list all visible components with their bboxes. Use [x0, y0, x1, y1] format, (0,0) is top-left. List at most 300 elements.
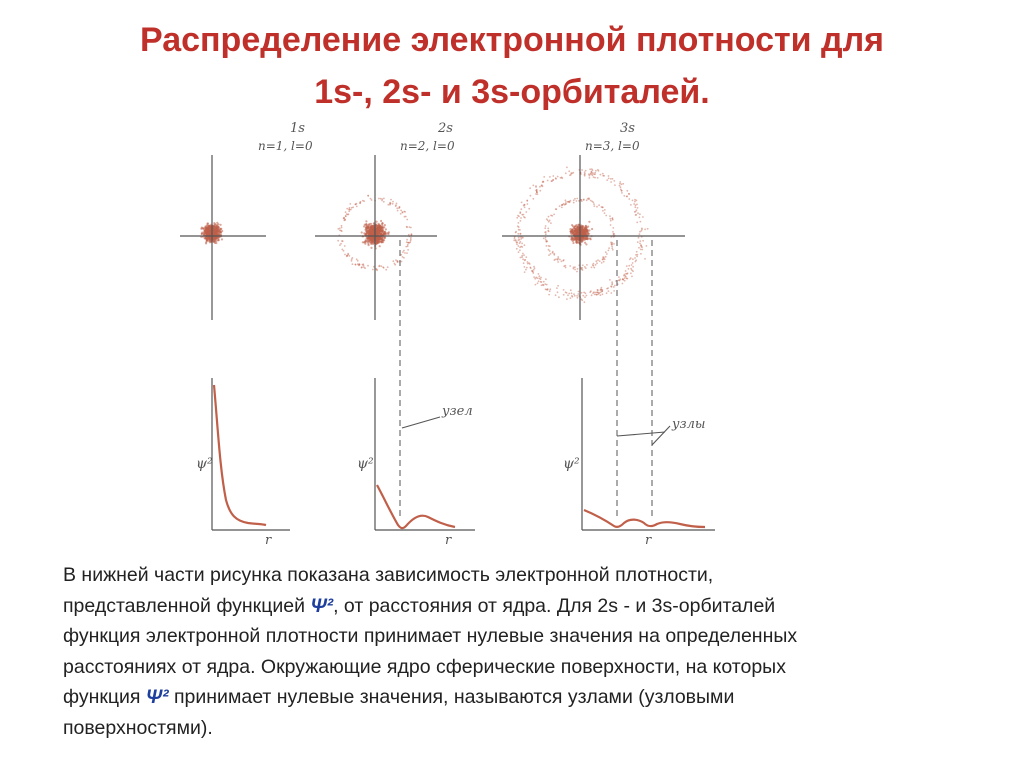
density-dot: [382, 266, 384, 268]
density-dot: [215, 240, 217, 242]
density-dot: [344, 254, 346, 256]
density-dot: [380, 198, 382, 200]
density-dot: [556, 287, 558, 289]
density-dot: [402, 256, 404, 258]
nodes-label: узлы: [672, 417, 706, 432]
density-dot: [613, 180, 615, 182]
density-dot: [640, 246, 642, 248]
density-dot: [619, 183, 621, 185]
density-dot: [600, 294, 602, 296]
density-dot: [587, 226, 589, 228]
density-dot: [406, 219, 408, 221]
density-dot: [581, 230, 583, 232]
density-dot: [517, 233, 519, 235]
density-dot: [533, 269, 535, 271]
density-dot: [527, 203, 529, 205]
density-dot: [557, 256, 559, 258]
density-dot: [593, 203, 595, 205]
density-dot: [636, 222, 638, 224]
density-dot: [205, 237, 207, 239]
density-dot: [609, 279, 611, 281]
density-dot: [217, 238, 219, 240]
density-dot: [588, 173, 590, 175]
panel-1s: [180, 121, 313, 548]
density-dot: [518, 216, 520, 218]
density-dot: [357, 260, 359, 262]
description-paragraph: [63, 560, 963, 743]
density-dot: [567, 294, 569, 296]
density-dot: [636, 200, 638, 202]
density-dot: [516, 243, 518, 245]
density-dot: [370, 231, 372, 233]
density-dot: [639, 233, 641, 235]
density-dot: [572, 242, 574, 244]
density-dot: [612, 231, 614, 233]
density-dot: [347, 253, 349, 255]
density-dot: [572, 225, 574, 227]
density-dot: [548, 294, 550, 296]
density-dot: [520, 238, 522, 240]
density-dot: [565, 265, 567, 267]
density-dot: [642, 240, 644, 242]
density-dot: [549, 176, 551, 178]
text-line: поверхностями).: [63, 716, 213, 739]
density-dot: [602, 293, 604, 295]
density-dot: [623, 195, 625, 197]
density-dot: [547, 180, 549, 182]
density-dot: [520, 208, 522, 210]
quantum-label-2s: n=2, l=0: [400, 139, 455, 153]
density-dot: [605, 256, 607, 258]
density-dot: [555, 208, 557, 210]
density-dot: [571, 238, 573, 240]
density-dot: [378, 232, 380, 234]
text-line: расстояниях от ядра. Окружающие ядро сферические поверхности, на которых: [63, 655, 786, 678]
density-dot: [380, 220, 382, 222]
density-dot: [619, 185, 621, 187]
density-dot: [613, 233, 615, 235]
density-dot: [525, 256, 527, 258]
density-dot: [581, 299, 583, 301]
density-dot: [632, 262, 634, 264]
density-dot: [522, 258, 524, 260]
density-dot: [539, 186, 541, 188]
density-dot: [639, 243, 641, 245]
density-dot: [372, 269, 374, 271]
density-dot: [597, 289, 599, 291]
density-dot: [521, 243, 523, 245]
density-dot: [597, 169, 599, 171]
density-dot: [629, 259, 631, 261]
density-dot: [549, 220, 551, 222]
density-dot: [400, 254, 402, 256]
density-dot: [632, 258, 634, 260]
density-dot: [520, 233, 522, 235]
psi-squared-curve-1s: [214, 385, 266, 525]
density-dot: [642, 216, 644, 218]
density-dot: [401, 261, 403, 263]
density-dot: [560, 177, 562, 179]
density-dot: [581, 200, 583, 202]
density-dot: [349, 207, 351, 209]
density-dot: [552, 175, 554, 177]
density-dot: [610, 178, 612, 180]
density-dot: [214, 233, 216, 235]
density-dot: [397, 260, 399, 262]
density-dot: [565, 291, 567, 293]
density-dot: [201, 227, 203, 229]
density-dot: [405, 216, 407, 218]
density-dot: [574, 269, 576, 271]
density-dot: [546, 240, 548, 242]
density-dot: [614, 184, 616, 186]
orbital-label-1s: 1s: [290, 121, 305, 136]
density-dot: [628, 198, 630, 200]
density-dot: [601, 291, 603, 293]
density-dot: [349, 203, 351, 205]
density-dot: [549, 245, 551, 247]
density-dot: [540, 278, 542, 280]
density-dot: [577, 268, 579, 270]
density-dot: [377, 241, 379, 243]
density-dot: [595, 292, 597, 294]
density-dot: [518, 251, 520, 253]
density-dot: [591, 294, 593, 296]
density-dot: [578, 291, 580, 293]
node-pointer-line: [402, 417, 440, 428]
density-dot: [402, 251, 404, 253]
density-dot: [553, 214, 555, 216]
density-dot: [585, 292, 587, 294]
density-dot: [563, 203, 565, 205]
density-dot: [589, 177, 591, 179]
density-dot: [408, 234, 410, 236]
density-dot: [551, 180, 553, 182]
density-dot: [619, 280, 621, 282]
density-dot: [647, 228, 649, 230]
quantum-label-1s: n=1, l=0: [258, 139, 313, 153]
text-line: В нижней части рисунка показана зависимость электронной плотности,: [63, 564, 714, 586]
density-dot: [641, 230, 643, 232]
density-dot: [390, 199, 392, 201]
density-dot: [576, 238, 578, 240]
density-dot: [520, 220, 522, 222]
node-pointer-line: [652, 426, 670, 445]
density-dot: [518, 237, 520, 239]
density-dot: [341, 249, 343, 251]
density-dot: [545, 278, 547, 280]
density-dot: [376, 225, 378, 227]
density-dot: [640, 253, 642, 255]
density-dot: [630, 204, 632, 206]
density-dot: [568, 170, 570, 172]
density-dot: [565, 267, 567, 269]
density-dot: [387, 233, 389, 235]
density-dot: [581, 292, 583, 294]
density-dot: [538, 273, 540, 275]
density-dot: [624, 277, 626, 279]
density-dot: [367, 265, 369, 267]
density-dot: [379, 238, 381, 240]
density-dot: [392, 201, 394, 203]
density-dot: [381, 229, 383, 231]
density-dot: [553, 253, 555, 255]
density-dot: [381, 222, 383, 224]
density-dot: [403, 250, 405, 252]
density-dot: [590, 238, 592, 240]
density-dot: [572, 296, 574, 298]
density-dot: [604, 209, 606, 211]
density-dot: [524, 271, 526, 273]
x-axis-label: r: [445, 533, 452, 548]
density-dot: [566, 298, 568, 300]
density-dot: [586, 295, 588, 297]
density-dot: [340, 243, 342, 245]
density-dot: [407, 249, 409, 251]
density-dot: [632, 200, 634, 202]
density-dot: [554, 259, 556, 261]
density-dot: [639, 240, 641, 242]
density-dot: [591, 171, 593, 173]
density-dot: [636, 209, 638, 211]
density-dot: [561, 207, 563, 209]
density-dot: [532, 185, 534, 187]
density-dot: [573, 202, 575, 204]
density-dot: [367, 195, 369, 197]
density-dot: [519, 241, 521, 243]
density-dot: [523, 254, 525, 256]
density-dot: [585, 238, 587, 240]
density-dot: [570, 289, 572, 291]
density-dot: [610, 181, 612, 183]
density-dot: [635, 214, 637, 216]
density-dot: [628, 265, 630, 267]
density-dot: [611, 286, 613, 288]
density-dot: [406, 239, 408, 241]
density-dot: [549, 288, 551, 290]
density-dot: [221, 238, 223, 240]
density-dot: [543, 281, 545, 283]
density-dot: [368, 230, 370, 232]
density-dot: [387, 204, 389, 206]
density-dot: [526, 267, 528, 269]
density-dot: [523, 216, 525, 218]
density-dot: [604, 212, 606, 214]
density-dot: [614, 285, 616, 287]
density-dot: [559, 205, 561, 207]
density-dot: [600, 174, 602, 176]
density-dot: [606, 253, 608, 255]
density-dot: [608, 250, 610, 252]
density-dot: [394, 263, 396, 265]
density-dot: [619, 181, 621, 183]
psi-symbol: Ψ²: [145, 686, 169, 708]
y-axis-label: ψ²: [357, 456, 374, 472]
density-dot: [640, 249, 642, 251]
density-dot: [347, 214, 349, 216]
density-dot: [605, 215, 607, 217]
density-dot: [532, 271, 534, 273]
density-dot: [597, 177, 599, 179]
density-dot: [513, 239, 515, 241]
density-dot: [596, 262, 598, 264]
density-dot: [546, 245, 548, 247]
density-dot: [206, 239, 208, 241]
density-dot: [608, 247, 610, 249]
density-dot: [549, 290, 551, 292]
density-dot: [381, 198, 383, 200]
density-dot: [395, 259, 397, 261]
density-dot: [593, 176, 595, 178]
density-dot: [591, 168, 593, 170]
density-dot: [620, 189, 622, 191]
density-dot: [345, 211, 347, 213]
density-dot: [638, 247, 640, 249]
density-dot: [635, 204, 637, 206]
density-dot: [213, 236, 215, 238]
density-dot: [518, 222, 520, 224]
density-dot: [611, 284, 613, 286]
density-dot: [371, 199, 373, 201]
density-dot: [644, 258, 646, 260]
density-dot: [400, 210, 402, 212]
density-dot: [519, 246, 521, 248]
density-dot: [634, 257, 636, 259]
density-dot: [566, 167, 568, 169]
density-dot: [606, 179, 608, 181]
density-dot: [520, 257, 522, 259]
density-dot: [220, 231, 222, 233]
density-dot: [635, 254, 637, 256]
density-dot: [406, 252, 408, 254]
density-dot: [383, 198, 385, 200]
density-dot: [533, 276, 535, 278]
density-dot: [385, 228, 387, 230]
density-dot: [576, 200, 578, 202]
density-dot: [207, 222, 209, 224]
density-dot: [610, 224, 612, 226]
quantum-label-3s: n=3, l=0: [585, 139, 640, 153]
density-dot: [596, 206, 598, 208]
density-dot: [361, 231, 363, 233]
density-dot: [399, 206, 401, 208]
density-dot: [635, 261, 637, 263]
density-dot: [558, 296, 560, 298]
density-dot: [639, 213, 641, 215]
density-dot: [337, 240, 339, 242]
density-dot: [593, 267, 595, 269]
density-dot: [548, 254, 550, 256]
density-dot: [370, 198, 372, 200]
density-dot: [568, 293, 570, 295]
density-dot: [571, 172, 573, 174]
density-dot: [387, 266, 389, 268]
density-dot: [365, 230, 367, 232]
density-dot: [621, 192, 623, 194]
density-dot: [548, 216, 550, 218]
density-dot: [595, 170, 597, 172]
density-dot: [545, 237, 547, 239]
psi-squared-curve-3s: [584, 510, 705, 527]
density-dot: [545, 225, 547, 227]
density-dot: [569, 228, 571, 230]
density-dot: [630, 268, 632, 270]
density-dot: [383, 201, 385, 203]
title-line-1: Распределение электронной плотности для: [139, 21, 885, 59]
density-dot: [555, 177, 557, 179]
density-dot: [217, 229, 219, 231]
density-dot: [591, 228, 593, 230]
density-dot: [544, 227, 546, 229]
density-dot: [596, 294, 598, 296]
density-dot: [395, 205, 397, 207]
density-dot: [372, 239, 374, 241]
density-dot: [396, 203, 398, 205]
density-dot: [632, 266, 634, 268]
density-dot: [523, 262, 525, 264]
density-dot: [379, 245, 381, 247]
density-dot: [524, 259, 526, 261]
density-dot: [583, 199, 585, 201]
text-line: функция электронной плотности принимает нулевые значения на определенных: [63, 625, 798, 647]
density-dot: [641, 249, 643, 251]
density-dot: [396, 207, 398, 209]
density-dot: [341, 225, 343, 227]
density-dot: [586, 264, 588, 266]
density-dot: [376, 269, 378, 271]
density-dot: [521, 214, 523, 216]
density-dot: [524, 207, 526, 209]
density-dot: [575, 240, 577, 242]
density-dot: [345, 215, 347, 217]
density-dot: [587, 198, 589, 200]
density-dot: [592, 264, 594, 266]
density-dot: [578, 233, 580, 235]
density-dot: [557, 259, 559, 261]
density-dot: [592, 292, 594, 294]
density-dot: [524, 244, 526, 246]
density-dot: [577, 293, 579, 295]
density-dot: [609, 215, 611, 217]
density-dot: [565, 199, 567, 201]
density-dot: [537, 282, 539, 284]
density-dot: [574, 198, 576, 200]
density-dot: [364, 241, 366, 243]
density-dot: [601, 287, 603, 289]
density-dot: [613, 243, 615, 245]
density-dot: [563, 294, 565, 296]
density-dot: [573, 267, 575, 269]
density-dot: [631, 264, 633, 266]
density-dot: [618, 276, 620, 278]
density-dot: [517, 245, 519, 247]
density-dot: [404, 211, 406, 213]
density-dot: [341, 240, 343, 242]
density-dot: [613, 290, 615, 292]
density-dot: [610, 242, 612, 244]
density-dot: [525, 269, 527, 271]
density-dot: [637, 207, 639, 209]
density-dot: [644, 228, 646, 230]
density-dot: [339, 244, 341, 246]
density-dot: [557, 176, 559, 178]
density-dot: [573, 199, 575, 201]
density-dot: [563, 289, 565, 291]
density-dot: [378, 266, 380, 268]
density-dot: [516, 248, 518, 250]
density-dot: [351, 258, 353, 260]
density-dot: [367, 243, 369, 245]
